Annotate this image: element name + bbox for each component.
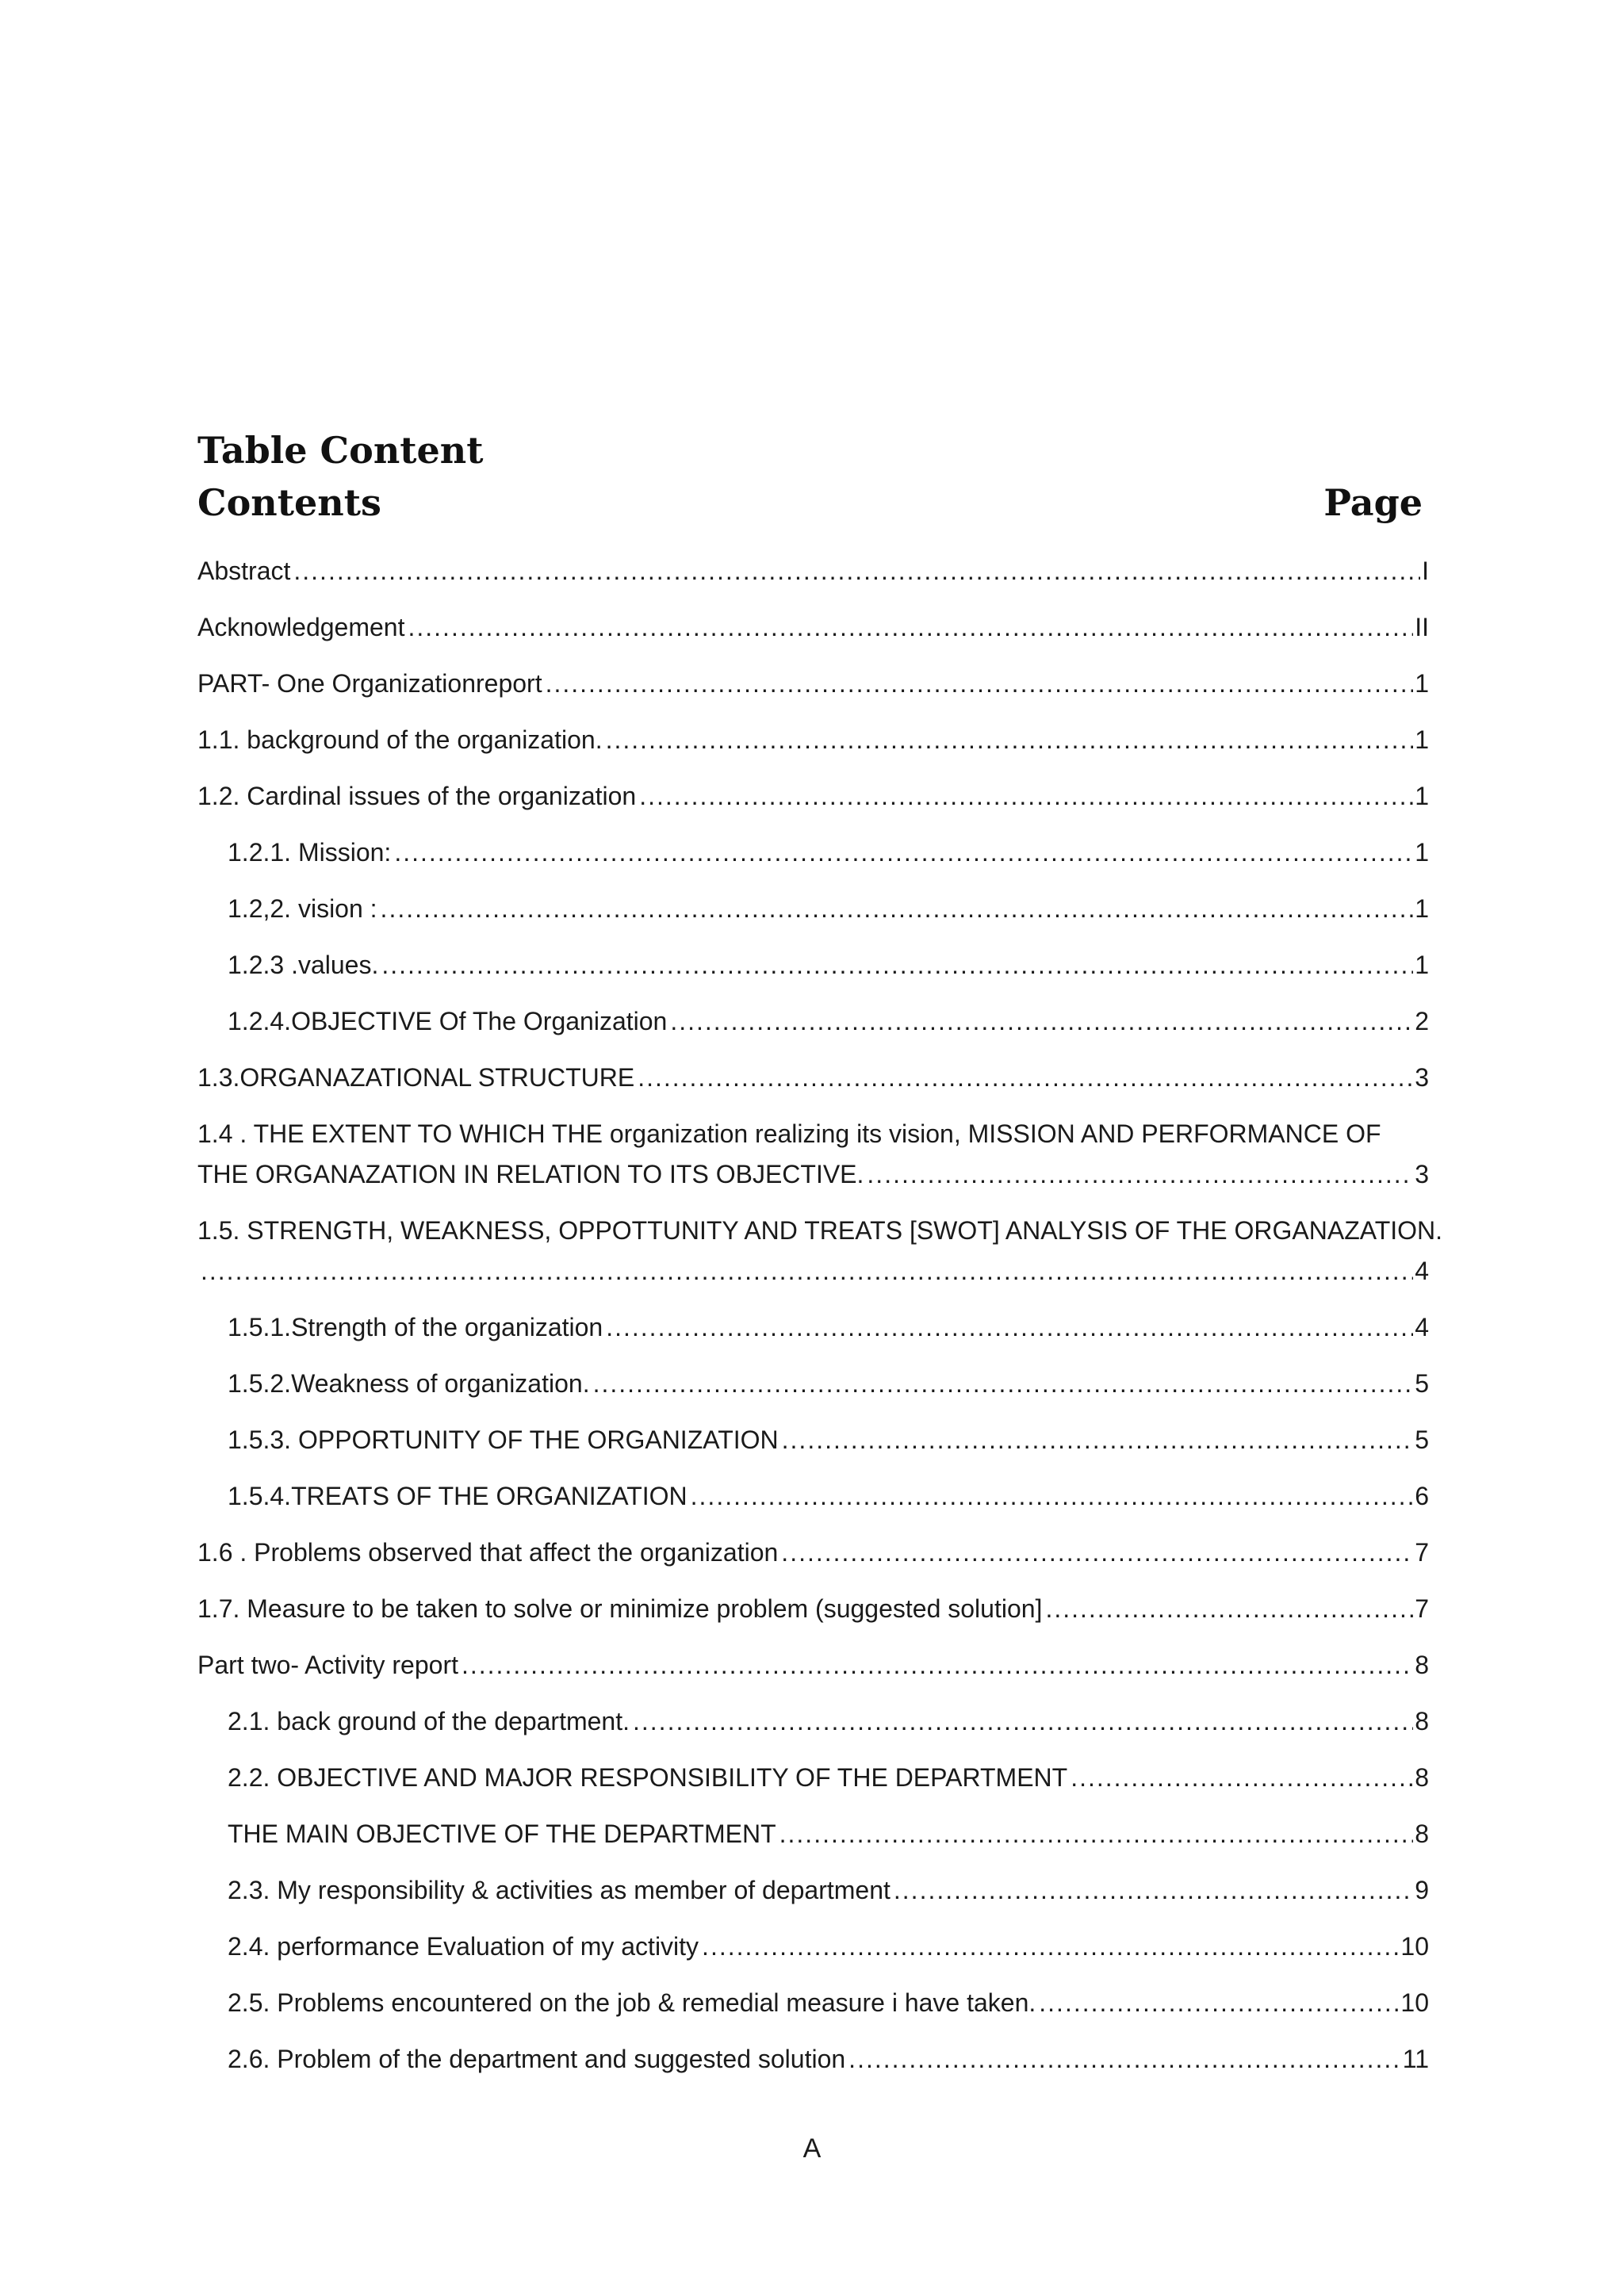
toc-entry-page-number: 3	[1415, 1160, 1429, 1188]
toc-entry-label: 1.2,2. vision :	[228, 894, 381, 924]
dot-leader	[848, 2044, 1401, 2074]
toc-entry[interactable]	[197, 1196, 1443, 1292]
toc-entry-label-line1: 1.5. STRENGTH, WEAKNESS, OPPOTTUNITY AND TREATS [SWOT] ANALYSIS OF THE ORGANAZATION.	[197, 1216, 1443, 1245]
toc-entry-label: THE ORGANAZATION IN RELATION TO ITS OBJECTIVE.	[197, 1159, 867, 1189]
toc-entry-label: 1.5.1.Strength of the organization	[228, 1312, 606, 1342]
toc-entry-page-number: I	[1422, 557, 1429, 585]
toc-entry[interactable]	[197, 817, 1429, 874]
dot-leader	[781, 1537, 1413, 1567]
toc-entry[interactable]	[197, 1461, 1429, 1517]
toc-entry-page-number: 8	[1415, 1820, 1429, 1848]
dot-leader	[867, 1159, 1413, 1189]
toc-entry-page-number: 2	[1415, 1007, 1429, 1035]
toc-entry[interactable]	[197, 930, 1429, 986]
toc-entry-page-number: 10	[1400, 1932, 1429, 1961]
toc-entry-page-number: 4	[1415, 1313, 1429, 1341]
footer-page-number: A	[802, 2133, 822, 2164]
toc-entry-page-number: 8	[1415, 1651, 1429, 1679]
table-of-contents	[197, 536, 1443, 2080]
toc-entry-label: 1.6 . Problems observed that affect the organization	[197, 1537, 781, 1567]
toc-entry[interactable]	[197, 1799, 1429, 1855]
toc-entry-page-number: 10	[1400, 1988, 1429, 2017]
dot-leader	[1039, 1988, 1399, 2018]
contents-header	[197, 481, 1423, 525]
toc-entry-page-number: 1	[1415, 951, 1429, 979]
dot-leader	[381, 950, 1413, 980]
dot-leader	[782, 1425, 1414, 1455]
toc-entry[interactable]	[197, 1911, 1429, 1968]
toc-entry-page-number: 6	[1415, 1482, 1429, 1510]
document-title: Table Content	[197, 429, 484, 472]
dot-leader	[546, 668, 1414, 698]
toc-entry-page-number: 1	[1415, 725, 1429, 754]
dot-leader	[1045, 1594, 1413, 1624]
toc-entry[interactable]	[197, 1630, 1429, 1686]
dot-leader	[408, 612, 1413, 642]
toc-entry-label: 1.7. Measure to be taken to solve or minimize problem (suggested solution]	[197, 1594, 1045, 1624]
toc-entry-label: 1.1. background of the organization.	[197, 725, 606, 755]
toc-entry[interactable]	[197, 986, 1429, 1043]
dot-leader	[670, 1006, 1413, 1036]
dot-leader	[606, 1312, 1413, 1342]
toc-entry[interactable]	[197, 1292, 1429, 1349]
toc-entry[interactable]	[197, 1855, 1429, 1911]
toc-entry[interactable]	[197, 1043, 1429, 1099]
toc-entry-label: 1.2.3 .values.	[228, 950, 381, 980]
toc-entry[interactable]	[197, 1349, 1429, 1405]
toc-entry-page-number: 11	[1402, 2045, 1429, 2073]
toc-entry-page-number: II	[1415, 613, 1429, 641]
toc-entry-label: 1.5.2.Weakness of organization.	[228, 1368, 593, 1399]
dot-leader	[201, 1256, 1413, 1286]
toc-entry-page-number: 9	[1415, 1876, 1429, 1904]
toc-entry[interactable]	[197, 1517, 1429, 1574]
toc-entry-page-number: 7	[1415, 1538, 1429, 1567]
toc-entry-page-number: 5	[1415, 1369, 1429, 1398]
toc-entry-label: 2.4. performance Evaluation of my activity	[228, 1931, 702, 1961]
toc-entry-page-number: 4	[1415, 1257, 1429, 1285]
toc-entry[interactable]	[197, 874, 1429, 930]
toc-entry[interactable]	[197, 1574, 1429, 1630]
dot-leader	[593, 1368, 1414, 1399]
toc-entry-page-number: 8	[1415, 1707, 1429, 1735]
toc-entry-page-number: 3	[1415, 1063, 1429, 1092]
dot-leader	[1071, 1762, 1413, 1793]
dot-leader	[462, 1650, 1413, 1680]
toc-entry[interactable]	[197, 1405, 1429, 1461]
toc-entry-page-number: 1	[1415, 669, 1429, 698]
toc-entry[interactable]	[197, 761, 1429, 817]
toc-entry[interactable]	[197, 649, 1429, 705]
toc-entry-label: PART- One Organizationreport	[197, 668, 546, 698]
toc-entry-label: 2.2. OBJECTIVE AND MAJOR RESPONSIBILITY OF THE DEPARTMENT	[228, 1762, 1071, 1793]
toc-entry[interactable]	[197, 1686, 1429, 1743]
dot-leader	[606, 725, 1414, 755]
toc-entry-label: 2.5. Problems encountered on the job & remedial measure i have taken.	[228, 1988, 1039, 2018]
toc-entry-label: Part two- Activity report	[197, 1650, 462, 1680]
dot-leader	[394, 837, 1413, 867]
toc-entry[interactable]	[197, 1099, 1429, 1196]
toc-entry-page-number: 1	[1415, 838, 1429, 867]
toc-entry-page-number: 7	[1415, 1594, 1429, 1623]
toc-entry-label: Acknowledgement	[197, 612, 408, 642]
toc-entry-label: 1.2.4.OBJECTIVE Of The Organization	[228, 1006, 670, 1036]
dot-leader	[639, 781, 1413, 811]
toc-entry-label: 1.5.4.TREATS OF THE ORGANIZATION	[228, 1481, 691, 1511]
toc-entry-label: 1.2.1. Mission:	[228, 837, 394, 867]
toc-entry-page-number: 5	[1415, 1425, 1429, 1454]
toc-entry[interactable]	[197, 705, 1429, 761]
toc-entry-label: 1.5.3. OPPORTUNITY OF THE ORGANIZATION	[228, 1425, 782, 1455]
toc-entry-label: 1.2. Cardinal issues of the organization	[197, 781, 639, 811]
toc-entry-label: 1.3.ORGANAZATIONAL STRUCTURE	[197, 1062, 638, 1093]
page-column-label: Page	[1323, 481, 1423, 524]
toc-entry[interactable]	[197, 1968, 1429, 2024]
toc-entry-label-line1: 1.4 . THE EXTENT TO WHICH THE organization realizing its vision, MISSION AND PERFORMANCE OF	[197, 1119, 1381, 1148]
dot-leader	[633, 1706, 1413, 1736]
toc-entry-label: 2.6. Problem of the department and suggested solution	[228, 2044, 848, 2074]
toc-entry[interactable]	[197, 2024, 1429, 2080]
toc-entry-label: THE MAIN OBJECTIVE OF THE DEPARTMENT	[228, 1819, 779, 1849]
toc-entry-label: Abstract	[197, 556, 293, 586]
toc-entry-label: 2.1. back ground of the department.	[228, 1706, 633, 1736]
dot-leader	[779, 1819, 1414, 1849]
toc-entry-page-number: 1	[1415, 894, 1429, 923]
dot-leader	[293, 556, 1420, 586]
toc-entry[interactable]	[197, 1743, 1429, 1799]
toc-entry-page-number: 1	[1415, 782, 1429, 810]
dot-leader	[638, 1062, 1413, 1093]
toc-entry-page-number: 8	[1415, 1763, 1429, 1792]
dot-leader	[702, 1931, 1399, 1961]
contents-label: Contents	[197, 481, 381, 524]
dot-leader	[894, 1875, 1413, 1905]
toc-entry[interactable]	[197, 592, 1429, 649]
toc-entry[interactable]	[197, 536, 1429, 592]
dot-leader	[691, 1481, 1414, 1511]
toc-entry-label: 2.3. My responsibility & activities as member of department	[228, 1875, 894, 1905]
dot-leader	[381, 894, 1414, 924]
